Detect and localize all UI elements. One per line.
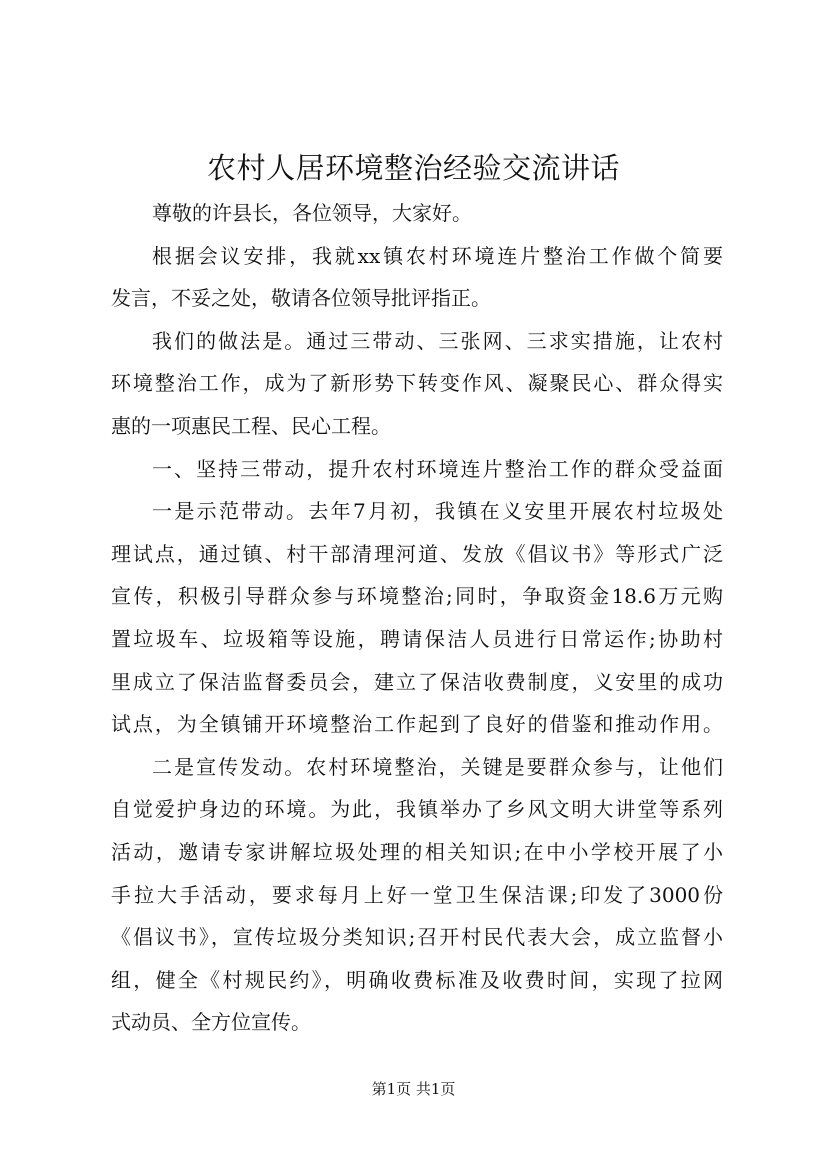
paragraph-line: 试点，为全镇铺开环境整治工作起到了良好的借鉴和推动作用。: [111, 712, 723, 737]
section-heading: 一、坚持三带动，提升农村环境连片整治工作的群众受益面: [152, 456, 723, 481]
paragraph-line: 二是宣传发动。农村环境整治，关键是要群众参与，让他们: [152, 754, 723, 779]
paragraph-line: 惠的一项惠民工程、民心工程。: [111, 413, 391, 438]
paragraph-line: 置垃圾车、垃圾箱等设施，聘请保洁人员进行日常运作;协助村: [111, 626, 723, 651]
paragraph-line: 我们的做法是。通过三带动、三张网、三求实措施，让农村: [152, 328, 723, 353]
document-body: [111, 192, 723, 1044]
document-title: 农村人居环境整治经验交流讲话: [206, 151, 620, 185]
paragraph-line: 里成立了保洁监督委员会，建立了保洁收费制度，义安里的成功: [111, 669, 723, 694]
paragraph-line: 《倡议书》，宣传垃圾分类知识;召开村民代表大会，成立监督小: [111, 925, 723, 950]
paragraph-line: 发言，不妥之处，敬请各位领导批评指正。: [111, 286, 491, 311]
paragraph-line: 组，健全《村规民约》，明确收费标准及收费时间，实现了拉网: [111, 967, 723, 992]
paragraph-line: 环境整治工作，成为了新形势下转变作风、凝聚民心、群众得实: [111, 371, 723, 396]
paragraph-line: 尊敬的许县长，各位领导，大家好。: [152, 201, 472, 225]
paragraph-line: 根据会议安排，我就xx镇农村环境连片整治工作做个简要: [152, 243, 723, 268]
paragraph-line: 式动员、全方位宣传。: [111, 1010, 311, 1035]
paragraph-line: 宣传，积极引导群众参与环境整治;同时，争取资金18.6万元购: [111, 584, 723, 609]
paragraph-line: 活动，邀请专家讲解垃圾处理的相关知识;在中小学校开展了小: [111, 839, 723, 864]
paragraph-line: 一是示范带动。去年7月初，我镇在义安里开展农村垃圾处: [152, 499, 723, 524]
page-footer: 第1页 共1页: [371, 1080, 456, 1098]
paragraph-line: 手拉大手活动，要求每月上好一堂卫生保洁课;印发了3000份: [111, 882, 723, 907]
paragraph-line: 自觉爱护身边的环境。为此，我镇举办了乡风文明大讲堂等系列: [111, 797, 723, 822]
paragraph-line: 理试点，通过镇、村干部清理河道、发放《倡议书》等形式广泛: [111, 541, 723, 566]
